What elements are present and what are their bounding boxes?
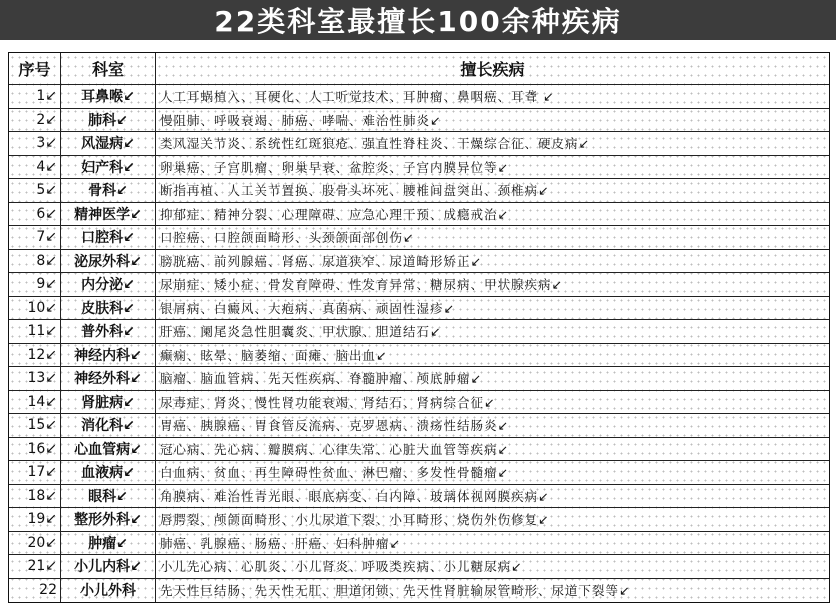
row-dept: 整形外科↙ [61, 508, 156, 532]
row-dept: 神经外科↙ [61, 367, 156, 391]
row-dept: 妇产科↙ [61, 156, 156, 180]
row-diseases: 小儿先心病、心肌炎、小儿肾炎、呼吸类疾病、小儿糖尿病↙ [156, 555, 829, 579]
row-diseases: 人工耳蜗植入、耳硬化、人工听觉技术、耳肿瘤、鼻咽癌、耳聋 ↙ [156, 85, 829, 109]
row-diseases: 肝癌、阑尾炎急性胆囊炎、甲状腺、胆道结石↙ [156, 320, 829, 344]
header-dept: 科室 [61, 53, 156, 85]
row-dept: 泌尿外科↙ [61, 250, 156, 274]
row-dept: 小儿内科↙ [61, 555, 156, 579]
row-dept: 神经内科↙ [61, 344, 156, 368]
title-bar [0, 0, 836, 40]
row-dept: 皮肤科↙ [61, 297, 156, 321]
row-diseases: 肺癌、乳腺癌、肠癌、肝癌、妇科肿瘤↙ [156, 532, 829, 556]
row-diseases: 慢阻肺、呼吸衰竭、肺癌、哮喘、难治性肺炎↙ [156, 109, 829, 133]
row-dept: 消化科↙ [61, 414, 156, 438]
row-diseases: 脑瘤、脑血管病、先天性疾病、脊髓肿瘤、颅底肿瘤↙ [156, 367, 829, 391]
row-dept: 肾脏病↙ [61, 391, 156, 415]
row-dept: 口腔科↙ [61, 226, 156, 250]
row-diseases: 口腔癌、口腔颌面畸形、头颈颌面部创伤↙ [156, 226, 829, 250]
row-num: 13↙ [9, 367, 61, 391]
row-dept: 普外科↙ [61, 320, 156, 344]
row-dept: 血液病↙ [61, 461, 156, 485]
row-diseases: 膀胱癌、前列腺癌、肾癌、尿道狭窄、尿道畸形矫正↙ [156, 250, 829, 274]
row-diseases: 断指再植、人工关节置换、股骨头坏死、腰椎间盘突出、颈椎病↙ [156, 179, 829, 203]
row-num: 15↙ [9, 414, 61, 438]
row-dept: 骨科↙ [61, 179, 156, 203]
row-num: 10↙ [9, 297, 61, 321]
row-dept: 精神医学↙ [61, 203, 156, 227]
header-num: 序号 [9, 53, 61, 85]
row-diseases: 尿毒症、肾炎、慢性肾功能衰竭、肾结石、肾病综合征↙ [156, 391, 829, 415]
row-diseases: 先天性巨结肠、先天性无肛、胆道闭锁、先天性肾脏输尿管畸形、尿道下裂等↙ [160, 583, 631, 599]
row-diseases: 白血病、贫血、再生障碍性贫血、淋巴瘤、多发性骨髓瘤↙ [156, 461, 829, 485]
row-diseases: 类风湿关节炎、系统性红斑狼疮、强直性脊柱炎、干燥综合征、硬皮病↙ [156, 132, 829, 156]
row-num: 8↙ [9, 250, 61, 274]
row-num: 17↙ [9, 461, 61, 485]
row-num: 14↙ [9, 391, 61, 415]
row-num: 19↙ [9, 508, 61, 532]
row-dept: 风湿病↙ [61, 132, 156, 156]
row-diseases: 角膜病、难治性青光眼、眼底病变、白内障、玻璃体视网膜疾病↙ [156, 485, 829, 509]
row-num: 4↙ [9, 156, 61, 180]
row-num: 21↙ [9, 555, 61, 579]
row-dept: 肺科↙ [61, 109, 156, 133]
row-dept: 内分泌↙ [61, 273, 156, 297]
row-dept: 心血管病↙ [61, 438, 156, 462]
row-num: 12↙ [9, 344, 61, 368]
row-num: 9↙ [9, 273, 61, 297]
row-num: 20↙ [9, 532, 61, 556]
row-num: 6↙ [9, 203, 61, 227]
row-dept: 小儿外科 [61, 579, 156, 603]
row-num: 1↙ [9, 85, 61, 109]
row-diseases: 卵巢癌、子宫肌瘤、卵巢早衰、盆腔炎、子宫内膜异位等↙ [156, 156, 829, 180]
row-num: 11↙ [9, 320, 61, 344]
row-diseases: 抑郁症、精神分裂、心理障碍、应急心理干预、成瘾戒治↙ [156, 203, 829, 227]
department-table [8, 52, 830, 603]
header-diseases: 擅长疾病 [156, 53, 829, 85]
row-num: 5↙ [9, 179, 61, 203]
row-diseases: 银屑病、白癜风、大疱病、真菌病、顽固性湿疹↙ [156, 297, 829, 321]
row-diseases: 癫痫、眩晕、脑萎缩、面瘫、脑出血↙ [156, 344, 829, 368]
row-num: 7↙ [9, 226, 61, 250]
row-num: 16↙ [9, 438, 61, 462]
row-num: 3↙ [9, 132, 61, 156]
row-num: 18↙ [9, 485, 61, 509]
row-dept: 耳鼻喉↙ [61, 85, 156, 109]
row-diseases: 胃癌、胰腺癌、胃食管反流病、克罗恩病、溃疡性结肠炎↙ [156, 414, 829, 438]
row-dept: 肿瘤↙ [61, 532, 156, 556]
row-num: 2↙ [9, 109, 61, 133]
row-diseases: 唇腭裂、颅颌面畸形、小儿尿道下裂、小耳畸形、烧伤外伤修复↙ [156, 508, 829, 532]
row-diseases: 冠心病、先心病、瓣膜病、心律失常、心脏大血管等疾病↙ [156, 438, 829, 462]
row-diseases: 尿崩症、矮小症、骨发育障碍、性发育异常、糖尿病、甲状腺疾病↙ [156, 273, 829, 297]
row-dept: 眼科↙ [61, 485, 156, 509]
page-title: 22类科室最擅长100余种疾病 [214, 5, 622, 38]
row-num: 22 [9, 579, 61, 603]
